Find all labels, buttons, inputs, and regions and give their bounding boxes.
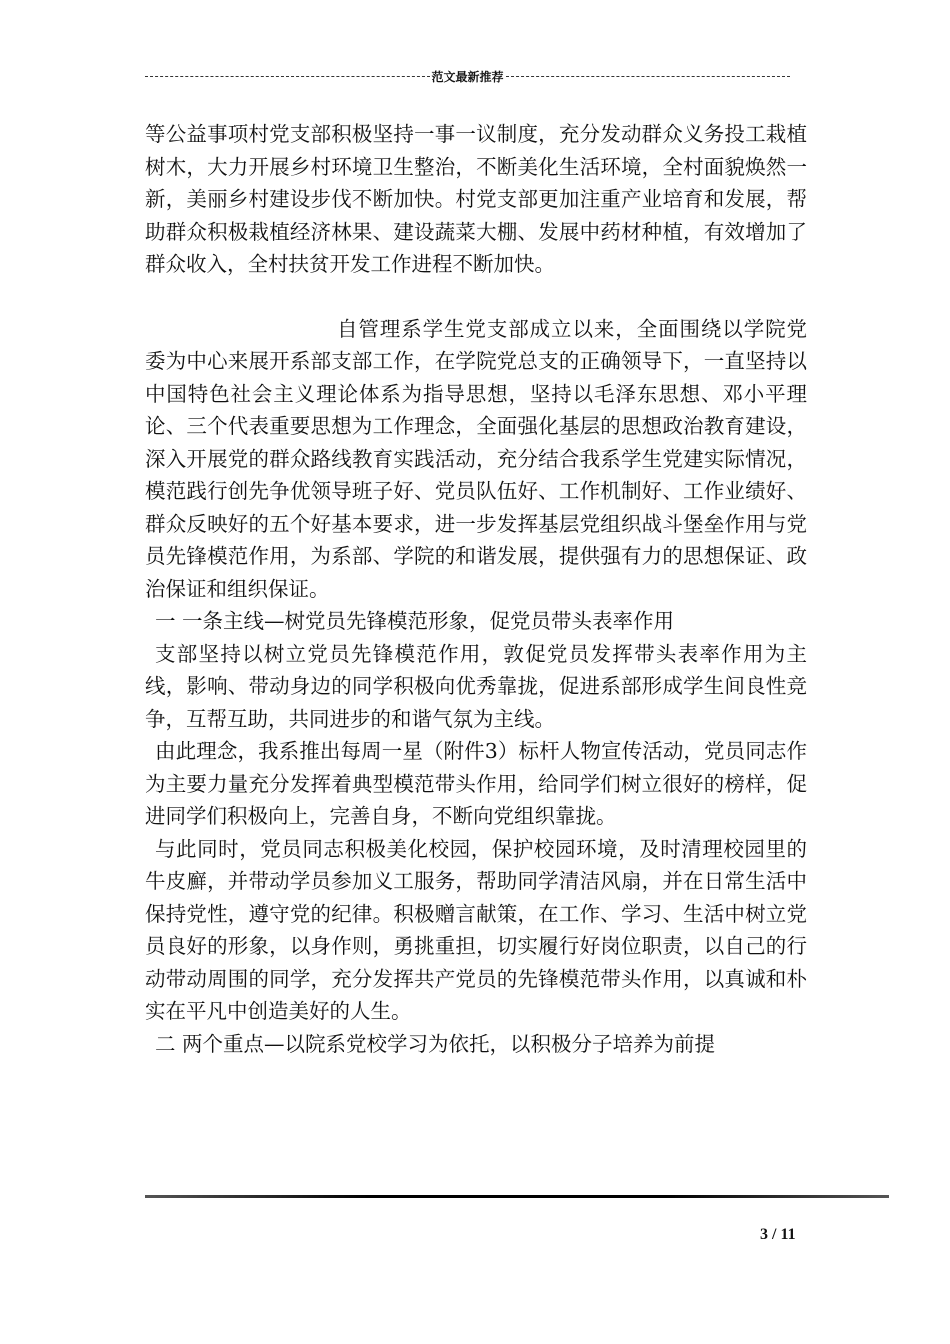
section-heading-one: 一 一条主线—树党员先锋模范形象，促党员带头表率作用 [155, 609, 675, 633]
page-separator: / [768, 1226, 781, 1243]
footer-divider [145, 1195, 889, 1198]
paragraph-mainline: 支部坚持以树立党员先锋模范作用，敦促党员发挥带头表率作用为主线，影响、带动身边的同学积极向优秀靠拢，促进系部形成学生间良性竞争，互帮互助，共同进步的和谐气氛为主线。 [145, 641, 807, 731]
paragraph-party-branch-intro: 自管理系学生党支部成立以来，全面围绕以学院党委为中心来展开系部支部工作，在学院党总支的正确领导下，一直坚持以中国特色社会主义理论体系为指导思想，坚持以毛泽东思想、邓小平理论、三个代表重要思想为工作理念，全面强化基层的思想政治教育建设，深入开展党的群众路线教育实践活动，充分结合我系学生党建实际情况，模范践行创先争优领导班子好、党员队伍好、工作机制好、工作业绩好、群众反映好的五个好基本要求，进一步发挥基层党组织战斗堡垒作用与党员先锋模范作用，为系部、学院的和谐发展，提供强有力的思想保证、政治保证和组织保证。 [145, 316, 807, 601]
page-number [760, 1226, 820, 1244]
paragraph-weekly-star: 由此理念，我系推出每周一星（附件3）标杆人物宣传活动，党员同志作为主要力量充分发挥着典型模范带头作用，给同学们树立很好的榜样，促进同学们积极向上，完善自身，不断向党组织靠拢。 [145, 739, 807, 828]
header-divider-right [506, 76, 791, 77]
header-title: 范文最新推荐 [431, 69, 504, 84]
section-heading-two: 二 两个重点—以院系党校学习为依托，以积极分子培养为前提 [155, 1031, 716, 1056]
document-body [145, 118, 807, 1060]
header-divider-left [145, 76, 430, 77]
page-total: 11 [780, 1226, 796, 1243]
page-header [145, 66, 790, 86]
page-current: 3 [760, 1226, 768, 1243]
paragraph-campus-service: 与此同时，党员同志积极美化校园，保护校园环境，及时清理校园里的牛皮廯，并带动学员参加义工服务，帮助同学清洁风扇，并在日常生活中保持党性，遵守党的纪律。积极赠言献策，在工作、学习、生活中树立党员良好的形象，以身作则，勇挑重担，切实履行好岗位职责，以自己的行动带动周围的同学，充分发挥共产党员的先锋模范带头作用，以真诚和朴实在平凡中创造美好的人生。 [145, 836, 807, 1023]
paragraph-village-development: 等公益事项村党支部积极坚持一事一议制度，充分发动群众义务投工栽植树木，大力开展乡村环境卫生整治，不断美化生活环境，全村面貌焕然一新，美丽乡村建设步伐不断加快。村党支部更加注重产业培育和发展，帮助群众积极栽植经济林果、建设蔬菜大棚、发展中药材种植，有效增加了群众收入，全村扶贫开发工作进程不断加快。 [145, 122, 807, 276]
